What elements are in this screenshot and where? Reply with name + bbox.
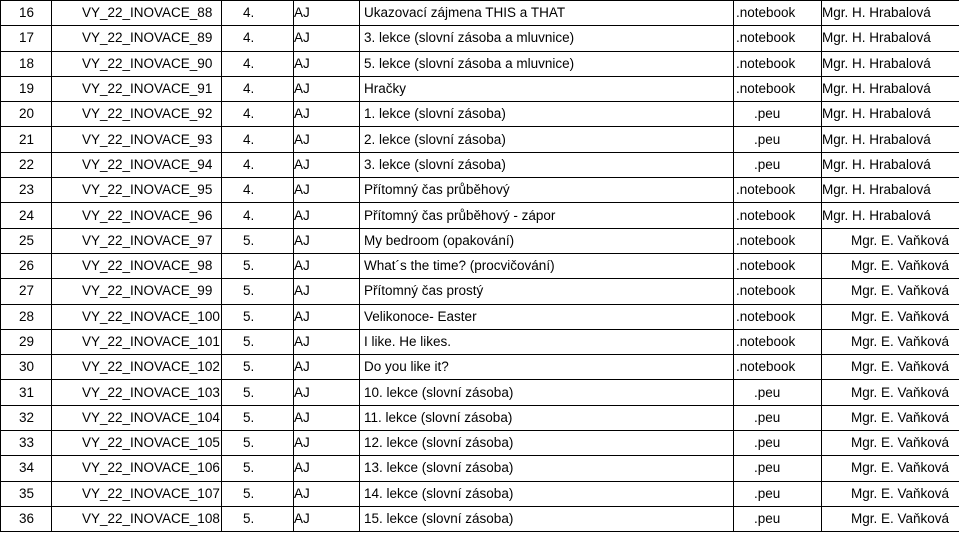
- topic-cell: 12. lekce (slovní zásoba): [360, 431, 734, 456]
- grade-cell: 4.: [222, 51, 294, 76]
- topic-cell: 10. lekce (slovní zásoba): [360, 380, 734, 405]
- file-extension: .notebook: [734, 228, 822, 253]
- table-row: [1, 481, 959, 506]
- author-cell: Mgr. H. Hrabalová: [822, 203, 959, 228]
- file-extension: .peu: [734, 102, 822, 127]
- row-number: 21: [1, 127, 52, 152]
- file-extension: .peu: [734, 380, 822, 405]
- material-code: VY_22_INOVACE_89: [52, 26, 222, 51]
- subject-cell: AJ: [294, 178, 360, 203]
- subject-cell: AJ: [294, 1, 360, 26]
- grade-cell: 4.: [222, 26, 294, 51]
- subject-cell: AJ: [294, 279, 360, 304]
- grade-cell: 4.: [222, 152, 294, 177]
- grade-cell: 5.: [222, 228, 294, 253]
- grade-cell: 5.: [222, 304, 294, 329]
- table-row: [1, 26, 959, 51]
- table-body: [1, 1, 959, 532]
- author-cell: Mgr. H. Hrabalová: [822, 26, 959, 51]
- material-code: VY_22_INOVACE_92: [52, 102, 222, 127]
- row-number: 34: [1, 456, 52, 481]
- topic-cell: Ukazovací zájmena THIS a THAT: [360, 1, 734, 26]
- topic-cell: Hračky: [360, 76, 734, 101]
- subject-cell: AJ: [294, 253, 360, 278]
- row-number: 27: [1, 279, 52, 304]
- table-row: [1, 431, 959, 456]
- author-cell: Mgr. H. Hrabalová: [822, 1, 959, 26]
- table-row: [1, 380, 959, 405]
- subject-cell: AJ: [294, 203, 360, 228]
- material-code: VY_22_INOVACE_99: [52, 279, 222, 304]
- topic-cell: 2. lekce (slovní zásoba): [360, 127, 734, 152]
- subject-cell: AJ: [294, 481, 360, 506]
- author-cell: Mgr. H. Hrabalová: [822, 152, 959, 177]
- grade-cell: 5.: [222, 355, 294, 380]
- table-row: [1, 506, 959, 531]
- row-number: 28: [1, 304, 52, 329]
- topic-cell: Přítomný čas průběhový: [360, 178, 734, 203]
- file-extension: .peu: [734, 127, 822, 152]
- author-cell: Mgr. E. Vaňková: [822, 304, 959, 329]
- grade-cell: 5.: [222, 456, 294, 481]
- file-extension: .notebook: [734, 203, 822, 228]
- topic-cell: 15. lekce (slovní zásoba): [360, 506, 734, 531]
- grade-cell: 5.: [222, 481, 294, 506]
- row-number: 30: [1, 355, 52, 380]
- author-cell: Mgr. E. Vaňková: [822, 431, 959, 456]
- row-number: 24: [1, 203, 52, 228]
- subject-cell: AJ: [294, 355, 360, 380]
- grade-cell: 5.: [222, 253, 294, 278]
- author-cell: Mgr. H. Hrabalová: [822, 51, 959, 76]
- material-code: VY_22_INOVACE_108: [52, 506, 222, 531]
- topic-cell: 13. lekce (slovní zásoba): [360, 456, 734, 481]
- grade-cell: 5.: [222, 405, 294, 430]
- subject-cell: AJ: [294, 76, 360, 101]
- grade-cell: 4.: [222, 203, 294, 228]
- table-row: [1, 178, 959, 203]
- topic-cell: My bedroom (opakování): [360, 228, 734, 253]
- material-code: VY_22_INOVACE_91: [52, 76, 222, 101]
- grade-cell: 4.: [222, 127, 294, 152]
- topic-cell: I like. He likes.: [360, 329, 734, 354]
- author-cell: Mgr. H. Hrabalová: [822, 127, 959, 152]
- grade-cell: 4.: [222, 76, 294, 101]
- row-number: 32: [1, 405, 52, 430]
- grade-cell: 5.: [222, 380, 294, 405]
- grade-cell: 5.: [222, 506, 294, 531]
- row-number: 17: [1, 26, 52, 51]
- topic-cell: 1. lekce (slovní zásoba): [360, 102, 734, 127]
- file-extension: .notebook: [734, 26, 822, 51]
- file-extension: .peu: [734, 405, 822, 430]
- subject-cell: AJ: [294, 102, 360, 127]
- table-row: [1, 76, 959, 101]
- subject-cell: AJ: [294, 228, 360, 253]
- author-cell: Mgr. E. Vaňková: [822, 481, 959, 506]
- subject-cell: AJ: [294, 405, 360, 430]
- row-number: 22: [1, 152, 52, 177]
- subject-cell: AJ: [294, 127, 360, 152]
- topic-cell: 3. lekce (slovní zásoba a mluvnice): [360, 26, 734, 51]
- subject-cell: AJ: [294, 51, 360, 76]
- topic-cell: 5. lekce (slovní zásoba a mluvnice): [360, 51, 734, 76]
- subject-cell: AJ: [294, 431, 360, 456]
- topic-cell: Do you like it?: [360, 355, 734, 380]
- grade-cell: 5.: [222, 329, 294, 354]
- file-extension: .notebook: [734, 76, 822, 101]
- grade-cell: 5.: [222, 431, 294, 456]
- subject-cell: AJ: [294, 329, 360, 354]
- table-row: [1, 279, 959, 304]
- grade-cell: 4.: [222, 102, 294, 127]
- author-cell: Mgr. H. Hrabalová: [822, 178, 959, 203]
- grade-cell: 4.: [222, 178, 294, 203]
- author-cell: Mgr. E. Vaňková: [822, 228, 959, 253]
- author-cell: Mgr. E. Vaňková: [822, 329, 959, 354]
- topic-cell: 3. lekce (slovní zásoba): [360, 152, 734, 177]
- file-extension: .notebook: [734, 1, 822, 26]
- material-code: VY_22_INOVACE_93: [52, 127, 222, 152]
- table-row: [1, 152, 959, 177]
- table-row: [1, 51, 959, 76]
- material-code: VY_22_INOVACE_88: [52, 1, 222, 26]
- table-row: [1, 304, 959, 329]
- row-number: 26: [1, 253, 52, 278]
- row-number: 23: [1, 178, 52, 203]
- row-number: 36: [1, 506, 52, 531]
- material-code: VY_22_INOVACE_104: [52, 405, 222, 430]
- row-number: 31: [1, 380, 52, 405]
- author-cell: Mgr. E. Vaňková: [822, 456, 959, 481]
- file-extension: .peu: [734, 431, 822, 456]
- material-code: VY_22_INOVACE_95: [52, 178, 222, 203]
- table-row: [1, 253, 959, 278]
- file-extension: .peu: [734, 456, 822, 481]
- file-extension: .peu: [734, 152, 822, 177]
- row-number: 20: [1, 102, 52, 127]
- material-code: VY_22_INOVACE_100: [52, 304, 222, 329]
- material-code: VY_22_INOVACE_101: [52, 329, 222, 354]
- material-code: VY_22_INOVACE_96: [52, 203, 222, 228]
- file-extension: .peu: [734, 481, 822, 506]
- material-code: VY_22_INOVACE_98: [52, 253, 222, 278]
- author-cell: Mgr. E. Vaňková: [822, 355, 959, 380]
- row-number: 19: [1, 76, 52, 101]
- grade-cell: 5.: [222, 279, 294, 304]
- table-row: [1, 329, 959, 354]
- table-row: [1, 456, 959, 481]
- subject-cell: AJ: [294, 456, 360, 481]
- subject-cell: AJ: [294, 26, 360, 51]
- table-row: [1, 102, 959, 127]
- subject-cell: AJ: [294, 304, 360, 329]
- row-number: 25: [1, 228, 52, 253]
- subject-cell: AJ: [294, 152, 360, 177]
- author-cell: Mgr. E. Vaňková: [822, 405, 959, 430]
- row-number: 33: [1, 431, 52, 456]
- material-code: VY_22_INOVACE_103: [52, 380, 222, 405]
- material-code: VY_22_INOVACE_102: [52, 355, 222, 380]
- author-cell: Mgr. H. Hrabalová: [822, 76, 959, 101]
- table-row: [1, 405, 959, 430]
- file-extension: .notebook: [734, 253, 822, 278]
- file-extension: .notebook: [734, 304, 822, 329]
- author-cell: Mgr. E. Vaňková: [822, 506, 959, 531]
- subject-cell: AJ: [294, 380, 360, 405]
- author-cell: Mgr. E. Vaňková: [822, 279, 959, 304]
- file-extension: .notebook: [734, 178, 822, 203]
- author-cell: Mgr. E. Vaňková: [822, 253, 959, 278]
- row-number: 29: [1, 329, 52, 354]
- table-row: [1, 1, 959, 26]
- file-extension: .notebook: [734, 51, 822, 76]
- topic-cell: Velikonoce- Easter: [360, 304, 734, 329]
- material-code: VY_22_INOVACE_107: [52, 481, 222, 506]
- file-extension: .notebook: [734, 355, 822, 380]
- material-code: VY_22_INOVACE_94: [52, 152, 222, 177]
- table-row: [1, 127, 959, 152]
- topic-cell: 11. lekce (slovní zásoba): [360, 405, 734, 430]
- topic-cell: Přítomný čas průběhový - zápor: [360, 203, 734, 228]
- table-row: [1, 203, 959, 228]
- file-extension: .peu: [734, 506, 822, 531]
- material-code: VY_22_INOVACE_97: [52, 228, 222, 253]
- row-number: 35: [1, 481, 52, 506]
- material-code: VY_22_INOVACE_105: [52, 431, 222, 456]
- topic-cell: What´s the time? (procvičování): [360, 253, 734, 278]
- topic-cell: Přítomný čas prostý: [360, 279, 734, 304]
- table-row: [1, 228, 959, 253]
- table-row: [1, 355, 959, 380]
- file-extension: .notebook: [734, 279, 822, 304]
- row-number: 16: [1, 1, 52, 26]
- row-number: 18: [1, 51, 52, 76]
- file-extension: .notebook: [734, 329, 822, 354]
- material-code: VY_22_INOVACE_90: [52, 51, 222, 76]
- material-code: VY_22_INOVACE_106: [52, 456, 222, 481]
- subject-cell: AJ: [294, 506, 360, 531]
- grade-cell: 4.: [222, 1, 294, 26]
- topic-cell: 14. lekce (slovní zásoba): [360, 481, 734, 506]
- author-cell: Mgr. E. Vaňková: [822, 380, 959, 405]
- author-cell: Mgr. H. Hrabalová: [822, 102, 959, 127]
